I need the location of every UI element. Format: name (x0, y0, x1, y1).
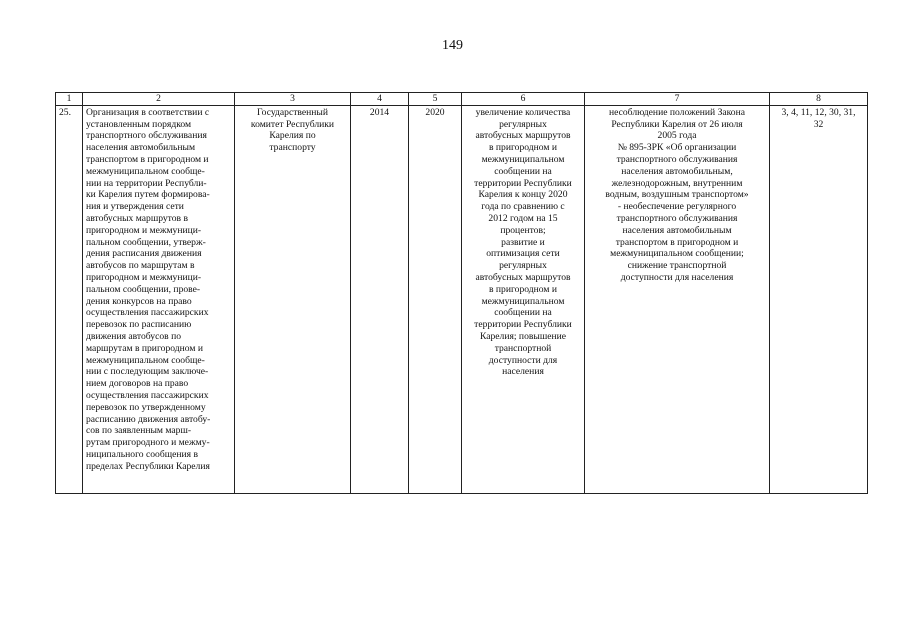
header-cell: 6 (462, 93, 585, 106)
header-cell: 4 (351, 93, 409, 106)
header-cell: 7 (585, 93, 770, 106)
responsible-executor: Государственный комитет Республики Карелия по транспорту (235, 105, 351, 493)
page-number: 149 (442, 38, 463, 53)
header-cell: 5 (409, 93, 462, 106)
program-table (55, 92, 868, 494)
start-year: 2014 (351, 105, 409, 493)
non-implementation-consequences: несоблюдение положений Закона Республики Карелия от 26 июля 2005 года № 895-ЗРК «Об организации транспортного обслуживания населения автомобильным, железнодорожным, внутренним водным, воздушным транспортом» - необеспечение регулярного транспортного обслуживания населения автомобильным транспортом в пригородном и межмуниципальном сообщении; снижение транспортной доступности для населения (585, 105, 770, 493)
header-cell: 1 (56, 93, 83, 106)
table-header-row (56, 93, 868, 106)
table-row (56, 105, 868, 493)
row-number: 25. (56, 105, 83, 493)
header-cell: 8 (770, 93, 868, 106)
expected-result: увеличение количества регулярных автобусных маршрутов в пригородном и межмуниципальном сообщении на территории Республики Карелия к концу 2020 года по сравнению с 2012 годом на 15 процентов; развитие и оптимизация сети регулярных автобусных маршрутов в пригородном и межмуниципальном сообщении на территории Республики Карелия; повышение транспортной доступности для населения (462, 105, 585, 493)
header-cell: 2 (83, 93, 235, 106)
related-indicators: 3, 4, 11, 12, 30, 31, 32 (770, 105, 868, 493)
header-cell: 3 (235, 93, 351, 106)
end-year: 2020 (409, 105, 462, 493)
measure-description: Организация в соответствии с установленным порядком транспортного обслуживания населения автомобильным транспортом в пригородном и межмуниципальном сообще- нии на территории Республи- ки Карелия путем формирова- ния и утверждения сети автобусных маршрутов в пригородном и межмуници- пальном сообщении, утверж- дения расписания движения автобусов по маршрутам в пригородном и межмуници- пальном сообщении, прове- дения конкурсов на право осуществления пассажирских перевозок по расписанию движения автобусов по маршрутам в пригородном и межмуниципальном сообще- нии с последующим заключе- нием договоров на право осуществления пассажирских перевозок по утвержденному расписанию движения автобу- сов по заявленным марш- рутам пригородного и межму- ниципального сообщения в пределах Республики Карелия (83, 105, 235, 493)
